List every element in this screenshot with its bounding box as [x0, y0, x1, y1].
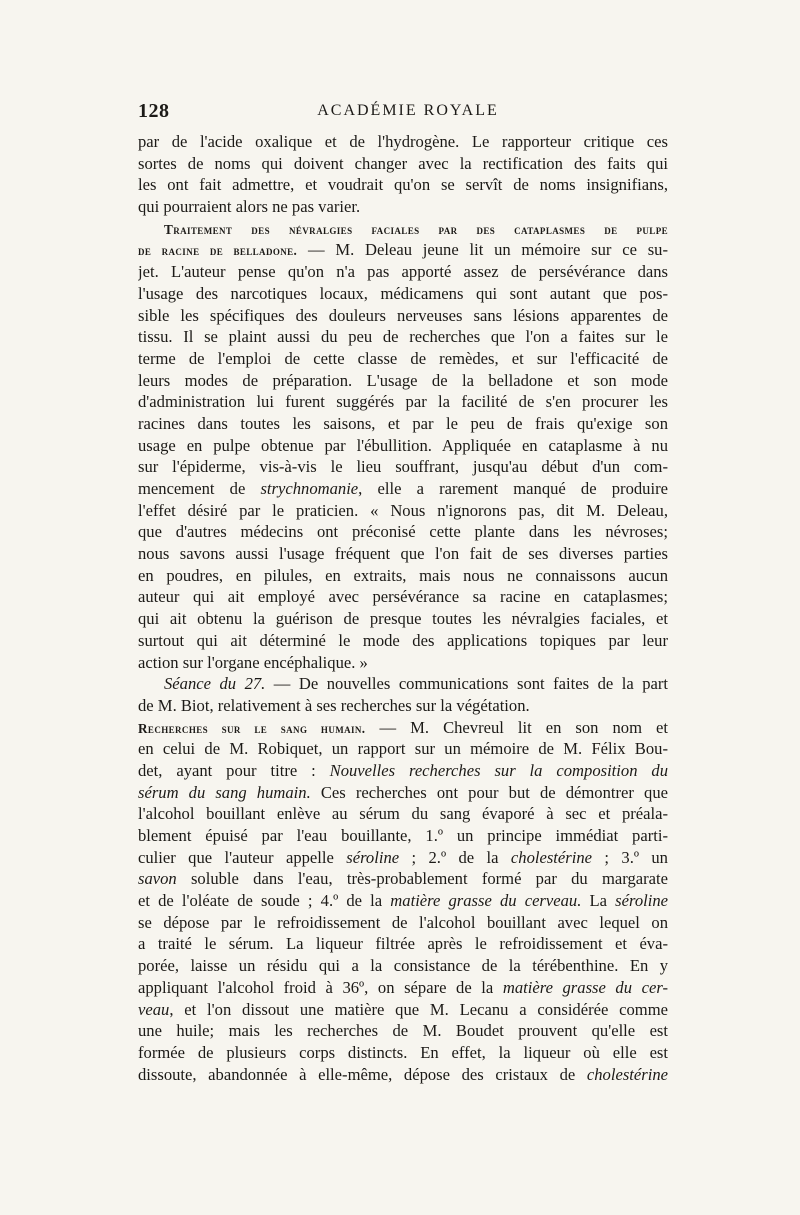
italic-term: matière grasse du cer- — [502, 977, 668, 997]
text-run: culier que l'auteur appelle — [138, 847, 347, 867]
text-run: tissu. Il se plaint aussi du peu de recherches que l'on a faites sur le — [138, 327, 668, 347]
text-line — [138, 1042, 668, 1064]
text-run: action sur l'organe encéphalique. » — [138, 652, 368, 672]
text-run: sible les spécifiques des douleurs nerveuses sans lésions apparentes de — [138, 305, 668, 325]
text-line — [138, 999, 668, 1021]
text-run: soluble dans l'eau, très-probablement formé par du margarate — [176, 869, 668, 889]
text-run: par de l'acide oxalique et de l'hydrogène. Le rapporteur critique ces — [138, 132, 668, 151]
text-run: que d'autres médecins ont préconisé cette plante dans les névroses; — [138, 522, 668, 542]
text-line — [138, 977, 668, 999]
text-run: , et l'on dissout une matière que M. Lecanu a considérée comme — [169, 999, 668, 1019]
text-line — [138, 630, 668, 652]
text-line — [138, 261, 668, 283]
text-line — [138, 478, 668, 500]
italic-term: cholestérine — [586, 1064, 668, 1084]
running-head: ACADÉMIE ROYALE — [317, 102, 499, 119]
text-line — [138, 153, 668, 175]
text-run: et de l'oléate de soude ; 4.º de la — [138, 891, 391, 911]
text-line — [138, 652, 668, 674]
text-run: de M. Biot, relativement à ses recherches sur la végétation. — [138, 695, 530, 715]
text-line — [138, 868, 668, 890]
section-heading: Traitement des névralgies faciales par des cataplasmes de pulpe — [164, 221, 668, 237]
text-run: — M. Chevreul lit en son nom et — [365, 717, 668, 737]
italic-term: sérum du sang humain. — [138, 782, 311, 802]
text-line — [138, 196, 668, 218]
text-line — [138, 782, 668, 804]
text-line — [138, 391, 668, 413]
italic-term: cholestérine — [510, 847, 593, 867]
text-run: mencement de — [138, 479, 261, 498]
text-line — [138, 370, 668, 392]
text-run: nous savons aussi l'usage fréquent que l'on fait de ses diverses parties — [138, 544, 668, 564]
text-line — [138, 326, 668, 348]
section-heading: Recherches sur le sang humain. — [138, 720, 366, 736]
text-line — [138, 283, 668, 305]
text-line — [138, 955, 668, 977]
text-run: — M. Deleau jeune lit un mémoire sur ce su- — [297, 240, 668, 260]
text-run: en poudres, en pilules, en extraits, mais nous ne connaissons aucun — [138, 565, 668, 585]
text-run: sur l'épiderme, vis-à-vis le lieu souffrant, jusqu'au début d'un com- — [138, 457, 668, 477]
text-line — [138, 803, 668, 825]
section-heading: de racine de belladone. — [138, 243, 298, 259]
text-run: les ont fait admettre, et voudrait qu'on se servît de noms insignifians, — [138, 175, 668, 195]
text-line — [138, 1020, 668, 1042]
italic-term: strychnomanie — [260, 479, 359, 498]
italic-term: veau — [138, 999, 170, 1019]
text-line — [138, 586, 668, 608]
text-run: porée, laisse un résidu qui a la consistance de la térébenthine. En y — [138, 956, 668, 976]
italic-term: matière grasse du cerveau. — [390, 891, 582, 911]
text-run: jet. L'auteur pense qu'on n'a pas apporté assez de persévérance dans — [138, 262, 668, 282]
text-line — [138, 500, 668, 522]
text-line — [138, 174, 668, 196]
text-run: det, ayant pour titre : — [138, 760, 330, 780]
italic-term: savon — [138, 869, 177, 889]
text-line — [138, 131, 668, 153]
text-run: d'administration lui furent suggérés par la facilité de s'en procurer les — [138, 392, 668, 412]
page-header — [138, 100, 678, 126]
text-line — [138, 521, 668, 543]
text-line — [138, 695, 668, 717]
text-run: l'usage des narcotiques locaux, médicamens qui sont autant que pos- — [138, 283, 668, 303]
text-run: qui ait obtenu la guérison de presque toutes les névralgies faciales, et — [138, 609, 668, 629]
text-run: appliquant l'alcohol froid à 36º, on sépare de la — [138, 977, 503, 997]
text-line — [138, 543, 668, 565]
text-line — [138, 738, 668, 760]
text-line — [138, 717, 668, 739]
text-line — [138, 912, 668, 934]
text-line — [138, 890, 668, 912]
text-line — [138, 608, 668, 630]
text-line — [138, 760, 668, 782]
text-run: usage en pulpe obtenue par l'ébullition. Appliquée en cataplasme à nu — [138, 435, 668, 455]
italic-term: Séance du 27. — [164, 674, 266, 694]
text-run: en celui de M. Robiquet, un rapport sur un mémoire de M. Félix Bou- — [138, 739, 668, 759]
text-run: dissoute, abandonnée à elle-même, dépose des cristaux de — [138, 1064, 587, 1084]
text-line — [138, 348, 668, 370]
italic-term: séroline — [346, 847, 400, 867]
text-run: une huile; mais les recherches de M. Boudet prouvent qu'elle est — [138, 1021, 668, 1041]
text-run: — De nouvelles communications sont faites de la part — [265, 674, 668, 694]
text-run: a traité le sérum. La liqueur filtrée après le refroidissement et éva- — [138, 934, 668, 954]
text-line — [138, 413, 668, 435]
text-line — [138, 218, 668, 240]
text-run: La — [581, 891, 616, 911]
text-line — [138, 933, 668, 955]
text-run: racines dans toutes les saisons, et par le peu de frais qu'exige son — [138, 413, 668, 433]
text-line — [138, 239, 668, 261]
text-run: blement épuisé par l'eau bouillante, 1.º un principe immédiat parti- — [138, 826, 668, 845]
text-run: formée de plusieurs corps distincts. En effet, la liqueur où elle est — [138, 1042, 668, 1062]
text-run: qui pourraient alors ne pas varier. — [138, 197, 361, 217]
text-line — [138, 305, 668, 327]
text-run: se dépose par le refroidissement de l'alcohol bouillant avec lequel on — [138, 912, 668, 932]
text-run: ; 2.º de la — [399, 847, 511, 867]
text-run: sortes de noms qui doivent changer avec la rectification des faits qui — [138, 153, 668, 173]
italic-term: séroline — [615, 891, 668, 911]
text-run: ; 3.º un — [592, 847, 668, 867]
text-run: terme de l'emploi de cette classe de remèdes, et sur l'efficacité de — [138, 348, 668, 368]
text-line — [138, 456, 668, 478]
text-run: auteur qui ait employé avec persévérance sa racine en cataplasmes; — [138, 587, 668, 607]
text-run: Ces recherches ont pour but de démontrer que — [310, 782, 668, 802]
text-line — [138, 435, 668, 457]
text-run: l'alcohol bouillant enlève au sérum du sang évaporé à sec et préala- — [138, 804, 668, 824]
text-line — [138, 565, 668, 587]
italic-term: Nouvelles recherches sur la composition du — [329, 760, 668, 780]
text-run: l'effet désiré par le praticien. « Nous n'ignorons pas, dit M. Deleau, — [138, 500, 668, 520]
text-run: surtout qui ait déterminé le mode des applications topiques par leur — [138, 630, 668, 650]
page-number: 128 — [138, 100, 170, 122]
text-run: , elle a rarement manqué de produire — [358, 479, 668, 498]
text-line — [138, 673, 668, 695]
text-line — [138, 1064, 668, 1086]
text-line — [138, 847, 668, 869]
text-run: leurs modes de préparation. L'usage de la belladone et son mode — [138, 370, 668, 390]
body-text — [138, 131, 668, 1085]
text-line — [138, 825, 668, 847]
